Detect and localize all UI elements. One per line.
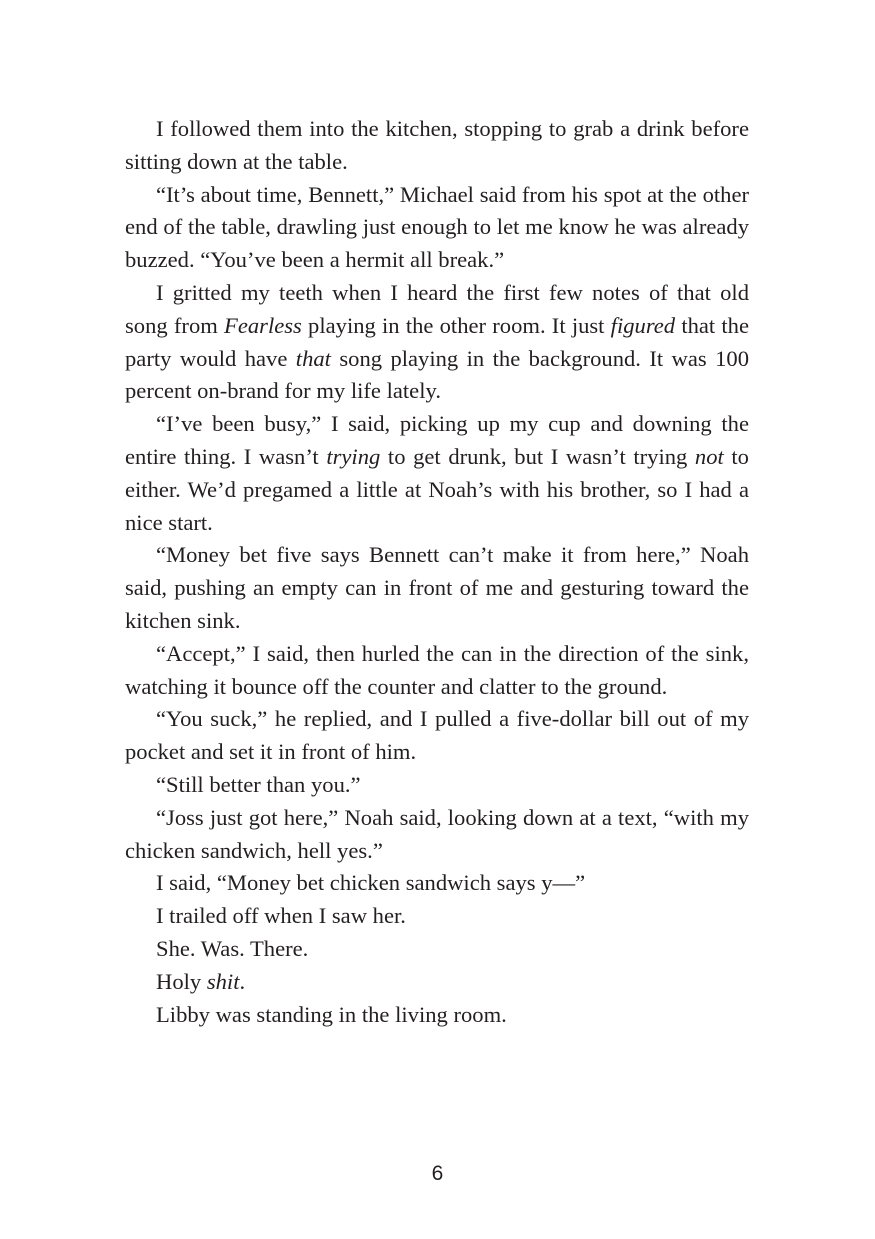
- book-page-body: [125, 113, 749, 1031]
- italic-text: that: [295, 345, 331, 371]
- text-run: playing in the other room. It just: [301, 312, 611, 338]
- text-run: “It’s about time, Bennett,” Michael said from his spot at the other end of the table, drawling just enough to let me know he was already buzzed. “You’ve been a hermit all break.”: [125, 181, 749, 273]
- text-run: Libby was standing in the living room.: [156, 1001, 507, 1027]
- text-run: I gritted my teeth when I heard the first few notes of that old song from: [125, 279, 749, 338]
- paragraph: [125, 999, 749, 1032]
- paragraph: [125, 277, 749, 408]
- text-run: to get drunk, but I wasn’t trying: [380, 443, 695, 469]
- italic-text: Fearless: [224, 312, 302, 338]
- text-run: “You suck,” he replied, and I pulled a five-dollar bill out of my pocket and set it in front of him.: [125, 706, 749, 765]
- text-run: She. Was. There.: [156, 935, 309, 961]
- text-run: song playing in the background. It was 100 percent on-brand for my life lately.: [125, 345, 749, 404]
- text-run: “Money bet five says Bennett can’t make it from here,” Noah said, pushing an empty can in front of me and gesturing toward the kitchen sink.: [125, 542, 749, 633]
- text-run: “Still better than you.”: [156, 771, 361, 797]
- text-run: I trailed off when I saw her.: [156, 903, 406, 929]
- paragraph: [125, 966, 749, 999]
- italic-text: not: [694, 443, 724, 469]
- italic-text: trying: [326, 443, 381, 469]
- paragraph: [125, 703, 749, 769]
- paragraph: [125, 867, 749, 900]
- paragraph: [125, 638, 749, 704]
- text-run: “Accept,” I said, then hurled the can in the direction of the sink, watching it bounce off the counter and clatter to the ground.: [125, 640, 749, 699]
- italic-text: figured: [610, 312, 676, 338]
- paragraph: [125, 802, 749, 868]
- text-run: that the party would have: [125, 312, 750, 371]
- text-run: to either. We’d pregamed a little at Noah’s with his brother, so I had a nice start.: [125, 443, 749, 535]
- paragraph: [125, 900, 749, 933]
- text-run: .: [239, 968, 246, 994]
- paragraph: [125, 113, 749, 179]
- text-run: Holy: [156, 968, 207, 994]
- text-run: I followed them into the kitchen, stopping to grab a drink before sitting down at the table.: [125, 116, 749, 174]
- paragraph: [125, 539, 749, 637]
- text-run: “Joss just got here,” Noah said, looking down at a text, “with my chicken sandwich, hell yes.”: [125, 804, 749, 863]
- paragraph: [125, 933, 749, 966]
- page-number: 6: [431, 1162, 444, 1185]
- text-run: “I’ve been busy,” I said, picking up my cup and downing the entire thing. I wasn’t: [125, 411, 749, 469]
- paragraph: [125, 408, 749, 539]
- paragraph: [125, 179, 749, 277]
- text-run: I said, “Money bet chicken sandwich says y—”: [156, 870, 586, 896]
- paragraph: [125, 769, 749, 802]
- italic-text: shit: [206, 968, 240, 994]
